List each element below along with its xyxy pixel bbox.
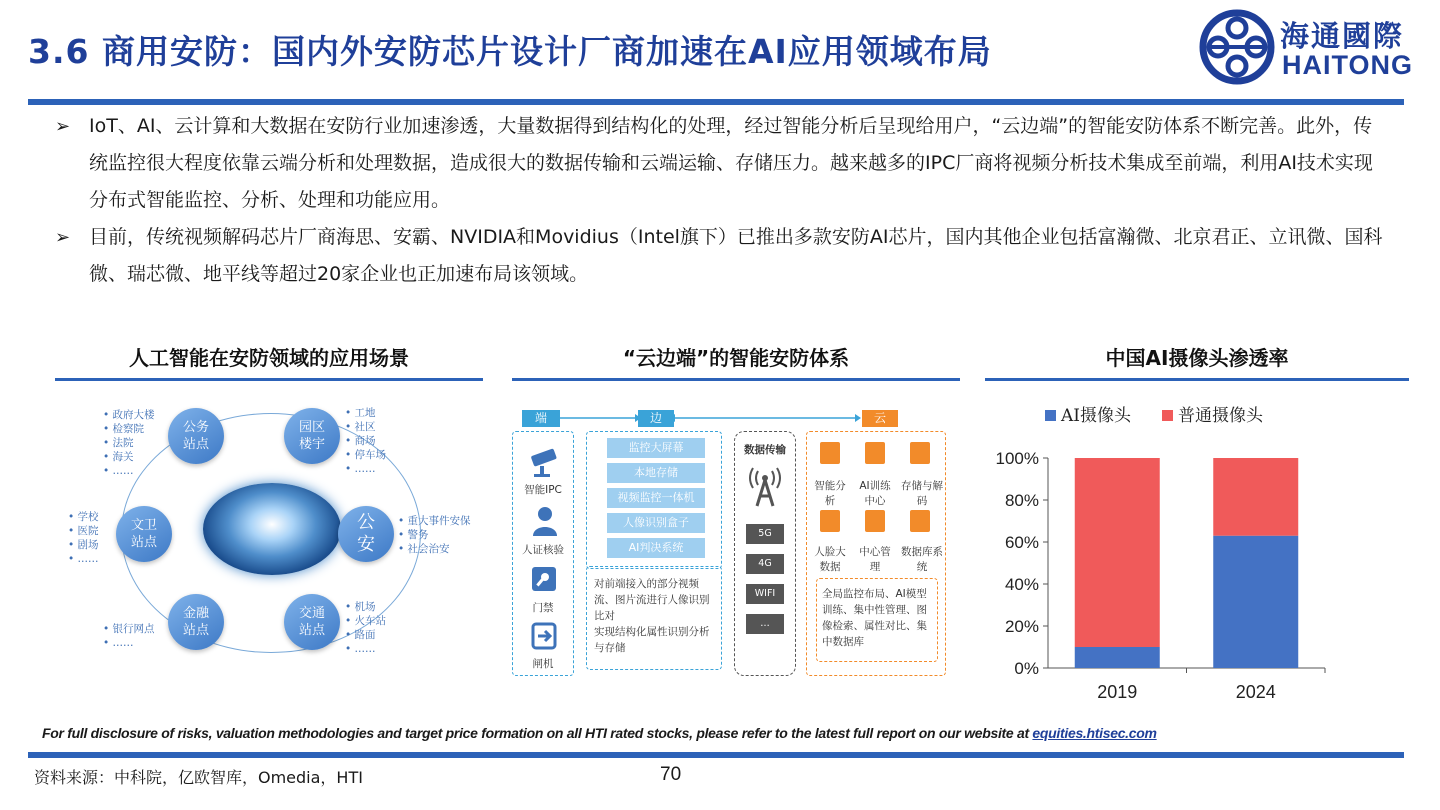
tag: • 学校 [68,510,99,524]
node-label-line1: 文卫 [130,518,157,533]
cloud-item: 存储与解码 [901,480,943,507]
tag: • …… [103,636,155,650]
disclaimer [42,725,1157,741]
device-label: 闸机 [532,658,554,670]
source-note: 资料来源：中科院，亿欧智库，Omedia，HTI [34,768,363,787]
gate-icon [531,622,557,654]
bullet-item [55,108,1385,219]
tag: • 检察院 [103,422,155,436]
website-link[interactable]: equities.htisec.com [1032,725,1157,741]
tag: • 警务 [398,528,471,542]
bullet-text: IoT、AI、云计算和大数据在安防行业加速渗透，大量数据得到结构化的处理，经过智能分析后呈现给用户，“云边端”的智能安防体系不断完善。此外，传统监控很大程度依靠云端分析和处理数据，造成很大的数据传输和云端运输、存储压力。越来越多的IPC厂商将视频分析技术集成至前端，利用AI技术实现分布式智能监控、分析、处理和功能应用。 [89,115,1373,211]
device-label: 人证核验 [522,544,564,556]
server-icon [820,510,840,532]
scenario-panel-title: 人工智能在安防领域的应用场景 [129,346,409,370]
node-label-line2: 站点 [182,437,209,452]
scenario-title-underline [55,378,483,381]
y-tick-label: 100% [995,449,1039,468]
device-label: 门禁 [532,602,554,614]
tags-gongan [398,514,471,556]
camera-icon [528,448,562,482]
haitong-emblem-icon [1198,8,1276,86]
page-title: 3.6 商用安防：国内外安防芯片设计厂商加速在AI应用领域布局 [28,32,992,71]
tag: • 海关 [103,450,155,464]
legend-label: AI摄像头 [1061,406,1131,426]
page-number: 70 [660,764,682,785]
head-yun: 云 [862,410,898,427]
tag: • …… [68,552,99,566]
node-label-line1: 金融 [182,606,209,621]
transmission-item: … [746,614,784,634]
bar-segment [1075,647,1160,668]
server-icon [865,442,885,464]
node-label-line1: 公务 [182,420,209,435]
edge-item: 视频监控一体机 [607,488,705,508]
tag: • 火车站 [345,614,386,628]
y-tick-label: 0% [1014,659,1039,678]
tag: • …… [345,642,386,656]
server-icon [910,442,930,464]
server-icon [910,510,930,532]
haitong-logo [1198,8,1414,88]
node-label-line1: 园区 [298,420,325,435]
cloud-item: 人脸大数据 [814,546,846,573]
cloud-note: 全局监控布局、AI模型训练、集中性管理、图像检索、属性对比、集中数据库 [822,588,927,648]
ai-camera-penetration-chart [985,398,1405,708]
node-label-line2: 站点 [182,623,209,638]
head-duan: 端 [522,410,560,427]
chart-panel-title: 中国AI摄像头渗透率 [1105,346,1289,370]
node-wenwei [116,506,172,562]
tags-jiaotong [345,600,386,656]
tag: • 商场 [345,434,386,448]
node-label-line2: 楼宇 [298,437,325,452]
cloud-edge-title-underline [512,378,960,381]
chart-title-underline [985,378,1409,381]
bottom-divider [28,752,1404,758]
transmission-item: 4G [746,554,784,574]
node-label-line1: 交通 [298,606,325,621]
transmission-item: WIFI [746,584,784,604]
logo-text-cn: 海通國際 [1280,19,1405,53]
chart-svg [985,398,1405,708]
transmission-title: 数据传输 [744,444,786,456]
tag: • …… [345,462,386,476]
y-tick-label: 80% [1004,491,1039,510]
tag: • …… [103,464,155,478]
bullet-text: 目前，传统视频解码芯片厂商海思、安霸、NVIDIA和Movidius（Intel旗下）已推出多款安防AI芯片，国内其他企业包括富瀚微、北京君正、立讯微、国科微、瑞芯微、地平线等超过20家企业也正加速布局该领域。 [89,226,1383,285]
cloud-item: 数据库系统 [901,546,943,573]
edge-item: AI判决系统 [607,538,705,558]
tag: • 银行网点 [103,622,155,636]
bullet-list [55,108,1385,293]
edge-note-line: 实现结构化属性识别分析与存储 [594,626,710,654]
edge-item: 人像识别盒子 [607,513,705,533]
y-tick-label: 20% [1004,617,1039,636]
node-gongwu [168,408,224,464]
y-tick-label: 60% [1004,533,1039,552]
edge-item: 监控大屏幕 [607,438,705,458]
tag: • 社会治安 [398,542,471,556]
tags-yuanqu [345,406,386,476]
node-label-line2: 站点 [130,535,157,550]
tag: • 医院 [68,524,99,538]
server-icon [865,510,885,532]
tag: • 工地 [345,406,386,420]
scenario-diagram [58,398,480,678]
transmission-item: 5G [746,524,784,544]
node-jiaotong [284,594,340,650]
tags-jinrong [103,622,155,650]
tags-wenwei [68,510,99,566]
bar-segment [1213,458,1298,536]
x-tick-label: 2024 [1235,682,1276,702]
device-label: 智能IPC [524,484,562,496]
top-divider [28,99,1404,105]
node-jinrong [168,594,224,650]
tag: • 停车场 [345,448,386,462]
tag: • 社区 [345,420,386,434]
tag: • 法院 [103,436,155,450]
bullet-item [55,219,1385,293]
legend-swatch [1045,410,1056,421]
signal-tower-icon [748,466,782,512]
bar-segment [1213,536,1298,668]
tags-gongwu [103,408,155,478]
head-bian: 边 [638,410,674,427]
node-yuanqu [284,408,340,464]
y-tick-label: 40% [1004,575,1039,594]
cloud-item: AI训练中心 [859,480,891,507]
edge-item: 本地存储 [607,463,705,483]
node-gongan [338,506,394,562]
node-label-line2: 安 [357,534,375,555]
cloud-item: 中心管理 [859,546,891,573]
tag: • 机场 [345,600,386,614]
person-icon [531,506,559,540]
cloud-item: 智能分析 [814,480,846,507]
tag: • 路面 [345,628,386,642]
node-label-line1: 公 [357,512,375,533]
ai-face-illustration [203,483,341,575]
legend-label: 普通摄像头 [1178,406,1263,426]
x-tick-label: 2019 [1097,682,1138,702]
arrow-bullet-icon: ➢ [55,116,71,137]
node-label-line2: 站点 [298,623,325,638]
edge-note-line: 对前端接入的部分视频流、图片流进行人像识别比对 [594,578,710,622]
disclaimer-text: For full disclosure of risks, valuation methodologies and target price formation on all HTI rated stocks, please refer to the latest full report on our website at [42,725,1029,741]
server-icon [820,442,840,464]
tag: • 重大事件安保 [398,514,471,528]
tag: • 政府大楼 [103,408,155,422]
edge-note [594,576,718,656]
bar-segment [1075,458,1160,647]
cloud-edge-panel-title: “云边端”的智能安防体系 [622,346,850,370]
cloud-edge-diagram [510,398,950,683]
logo-text-en: HAITONG [1282,50,1414,80]
key-lock-icon [531,566,557,596]
tag: • 剧场 [68,538,99,552]
legend-swatch [1162,410,1173,421]
arrow-bullet-icon: ➢ [55,227,71,248]
